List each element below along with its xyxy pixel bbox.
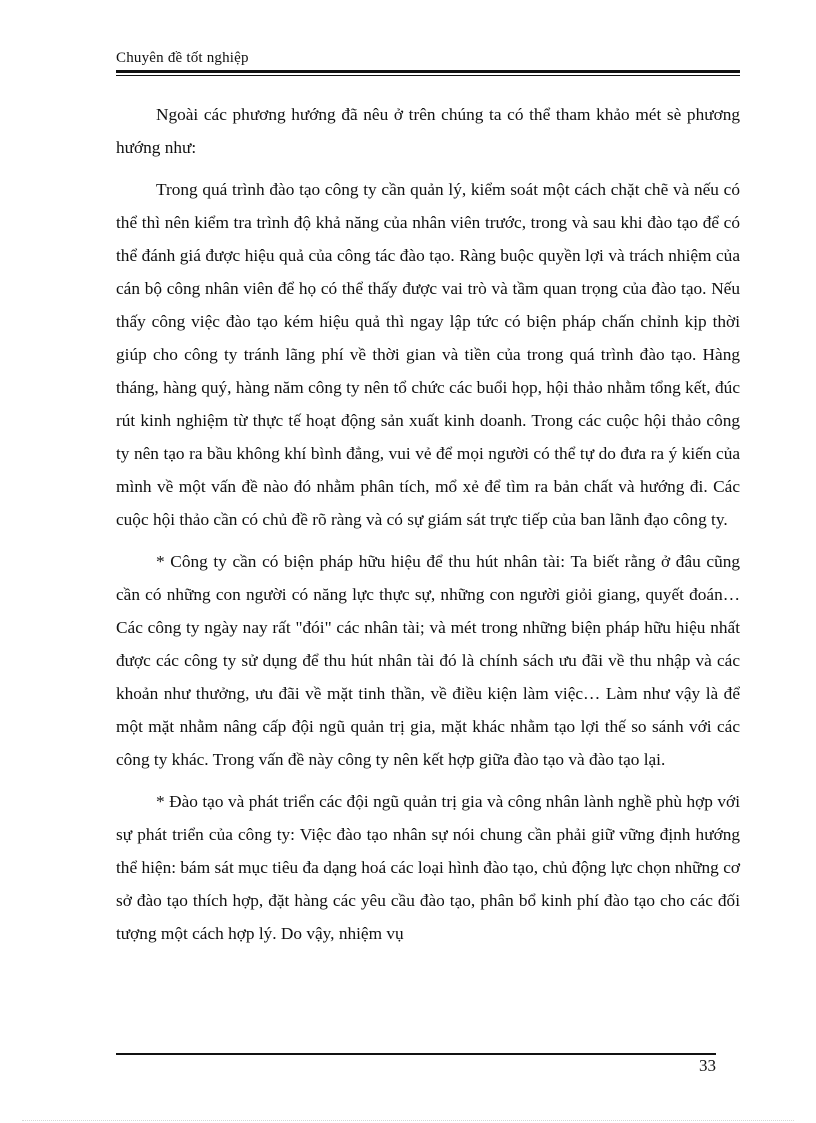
paragraph-attract-talent: * Công ty cần có biện pháp hữu hiệu để thu hút nhân tài: Ta biết rằng ở đâu cũng cần có những con người có năng lực thực sự, những con người giỏi giang, quyết đoán… Các công ty ngày nay rất "đói" các nhân tài; và mét trong những biện pháp hữu hiệu nhất được các công ty sử dụng để thu hút nhân tài đó là chính sách ưu đãi về thu nhập và các khoản như thưởng, ưu đãi về mặt tinh thần, về điều kiện làm việc… Làm như vậy là để một mặt nhằm nâng cấp đội ngũ quản trị gia, mặt khác nhằm tạo lợi thế so sánh với các công ty khác. Trong vấn đề này công ty nên kết hợp giữa đào tạo và đào tạo lại. — [116, 552, 740, 769]
header-rule-thin — [116, 75, 740, 76]
header-rule-thick — [116, 70, 740, 73]
paragraph-training-control: Trong quá trình đào tạo công ty cần quản lý, kiểm soát một cách chặt chẽ và nếu có thể thì nên kiểm tra trình độ khả năng của nhân viên trước, trong và sau khi đào tạo để có thể đánh giá được hiệu quả của công tác đào tạo. Ràng buộc quyền lợi và trách nhiệm của cán bộ công nhân viên để họ có thể thấy được vai trò và tầm quan trọng của đào tạo. Nếu thấy công việc đào tạo kém hiệu quả thì ngay lập tức có biện pháp chấn chỉnh kịp thời giúp cho công ty tránh lãng phí về thời gian và tiền của trong quá trình đào tạo. Hàng tháng, hàng quý, hàng năm công ty nên tổ chức các buổi họp, hội thảo nhằm tổng kết, đúc rút kinh nghiệm từ thực tế hoạt động sản xuất kinh doanh. Trong các cuộc hội thảo công ty nên tạo ra bầu không khí bình đẳng, vui vẻ để mọi người có thể tự do đưa ra ý kiến của mình về một vấn đề nào đó nhằm phân tích, mổ xẻ để tìm ra bản chất và hướng đi. Các cuộc hội thảo cần có chủ đề rõ ràng và có sự giám sát trực tiếp của ban lãnh đạo công ty. — [116, 180, 740, 529]
paragraph-develop-managers: * Đào tạo và phát triển các đội ngũ quản trị gia và công nhân lành nghề phù hợp với sự phát triển của công ty: Việc đào tạo nhân sự nói chung cần phải giữ vững định hướng thể hiện: bám sát mục tiêu đa dạng hoá các loại hình đào tạo, chủ động lực chọn những cơ sở đào tạo thích hợp, đặt hàng các yêu cầu đào tạo, phân bổ kinh phí đào tạo cho các đối tượng một cách hợp lý. Do vậy, nhiệm vụ — [116, 792, 740, 943]
header-title: Chuyên đề tốt nghiệp — [116, 50, 249, 66]
page-edge-dots — [22, 1120, 794, 1121]
body-text — [116, 98, 740, 959]
paragraph-intro: Ngoài các phương hướng đã nêu ở trên chúng ta có thể tham khảo mét sè phương hướng như: — [116, 105, 740, 157]
footer-rule — [116, 1053, 716, 1055]
page-number: 33 — [699, 1056, 716, 1075]
